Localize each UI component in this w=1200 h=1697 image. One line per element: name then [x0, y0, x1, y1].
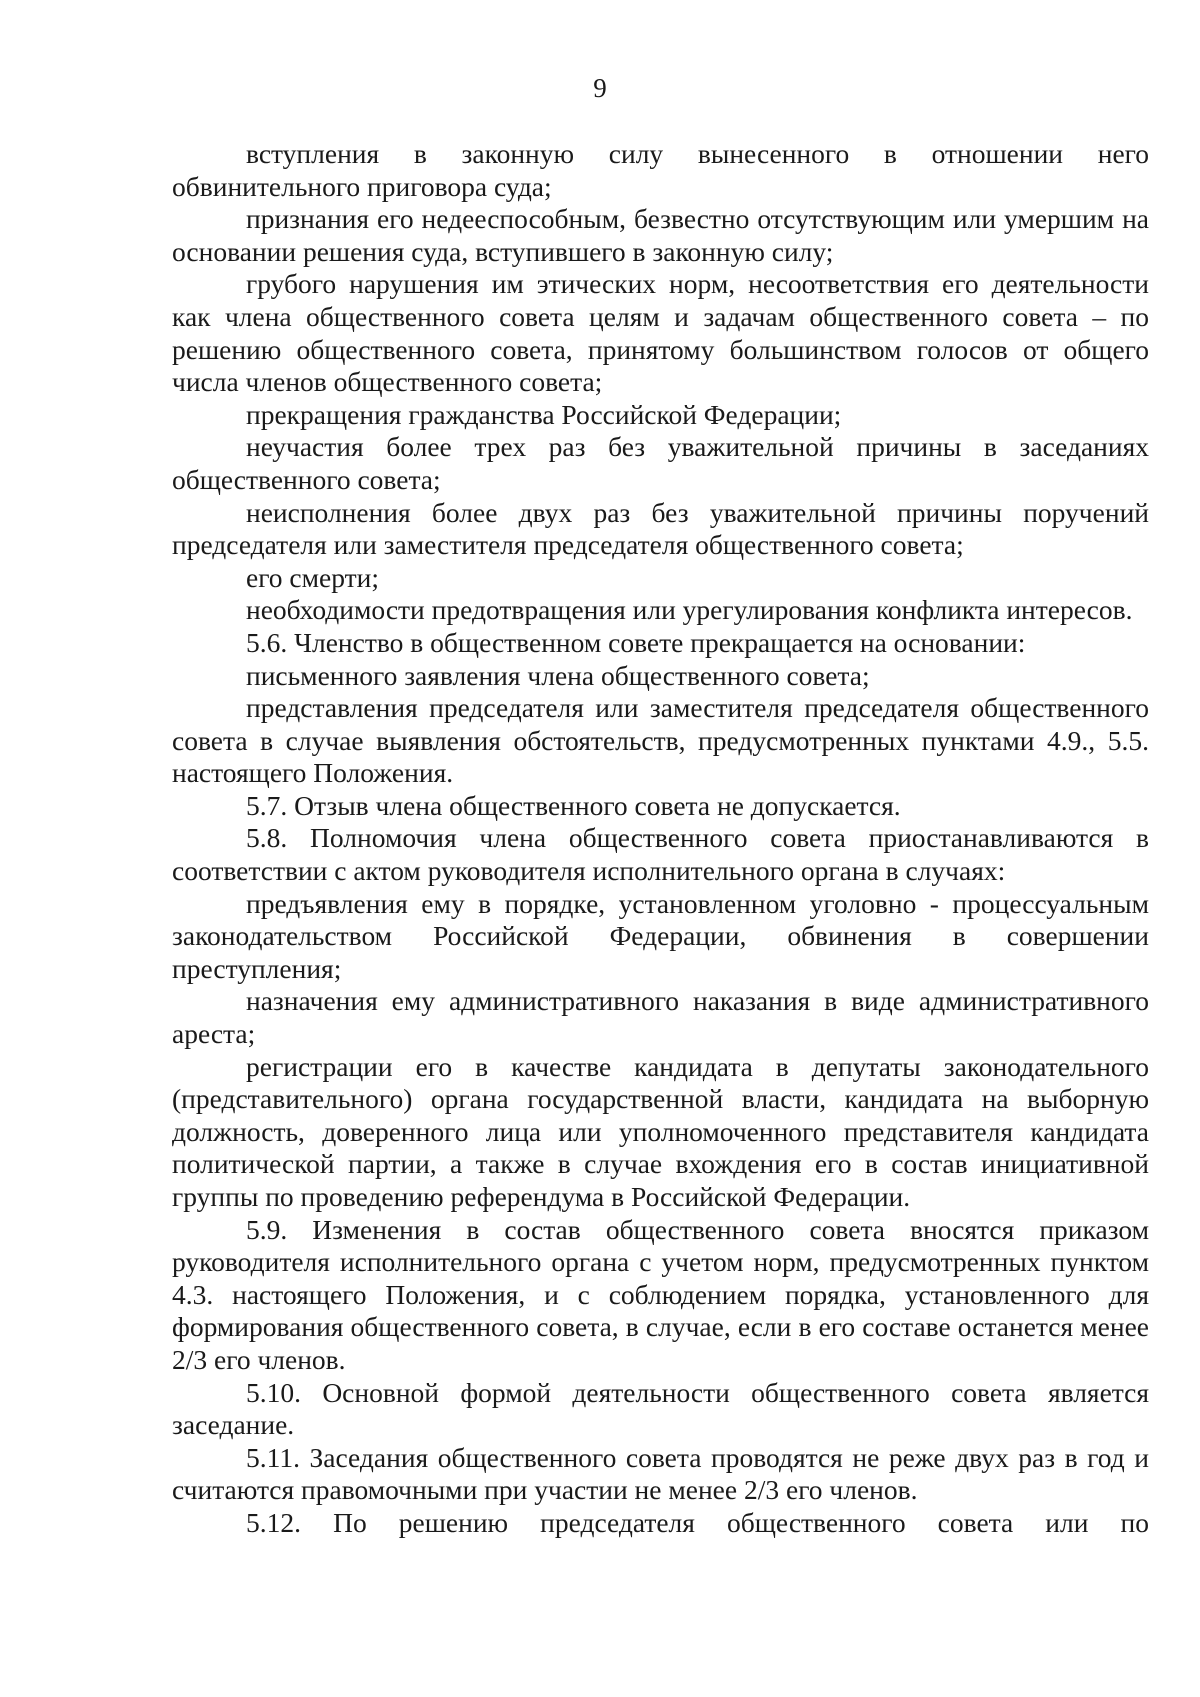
- paragraph: предъявления ему в порядке, установленном уголовно - процессуальным законодательством Российской Федерации, обвинения в совершении преступления;: [172, 887, 1149, 984]
- paragraph: 5.12. По решению председателя общественного совета или по: [246, 1506, 1149, 1538]
- paragraph: 5.11. Заседания общественного совета проводятся не реже двух раз в год и считаются правомочными при участии не менее 2/3 его членов.: [172, 1441, 1149, 1506]
- document-body: [172, 138, 1149, 1540]
- paragraph: необходимости предотвращения или урегулирования конфликта интересов.: [246, 594, 1133, 626]
- paragraph: грубого нарушения им этических норм, несоответствия его деятельности как члена общественного совета целям и задачам общественного совета – по решению общественного совета, принятому большинством голосов от общего числа членов общественного совета;: [172, 268, 1149, 398]
- paragraph: регистрации его в качестве кандидата в депутаты законодательного (представительного) органа государственной власти, кандидата на выборную должность, доверенного лица или уполномоченного представителя кандидата политической партии, а также в случае вхождения его в состав инициативной группы по проведению референдума в Российской Федерации.: [172, 1050, 1149, 1212]
- paragraph: 5.7. Отзыв члена общественного совета не допускается.: [246, 789, 901, 821]
- paragraph: неисполнения более двух раз без уважительной причины поручений председателя или заместителя председателя общественного совета;: [172, 496, 1149, 561]
- paragraph: 5.10. Основной формой деятельности общественного совета является заседание.: [172, 1376, 1149, 1441]
- paragraph: назначения ему административного наказания в виде административного ареста;: [172, 985, 1149, 1050]
- paragraph: 5.8. Полномочия члена общественного совета приостанавливаются в соответствии с актом руководителя исполнительного органа в случаях:: [172, 822, 1149, 887]
- paragraph: его смерти;: [246, 561, 380, 593]
- paragraph: неучастия более трех раз без уважительной причины в заседаниях общественного совета;: [172, 431, 1149, 495]
- paragraph: 5.9. Изменения в состав общественного совета вносятся приказом руководителя исполнительного органа с учетом норм, предусмотренных пунктом 4.3. настоящего Положения, и с соблюдением порядка, установленного для формирования общественного совета, в случае, если в его составе останется менее 2/3 его членов.: [172, 1213, 1149, 1375]
- paragraph: представления председателя или заместителя председателя общественного совета в случае выявления обстоятельств, предусмотренных пунктами 4.9., 5.5. настоящего Положения.: [172, 692, 1149, 789]
- paragraph: признания его недееспособным, безвестно отсутствующим или умершим на основании решения суда, вступившего в законную силу;: [172, 203, 1149, 267]
- page-number: 9: [593, 73, 607, 103]
- paragraph: вступления в законную силу вынесенного в отношении него обвинительного приговора суда;: [172, 138, 1149, 202]
- paragraph: 5.6. Членство в общественном совете прекращается на основании:: [246, 626, 1026, 658]
- paragraph: прекращения гражданства Российской Федерации;: [246, 398, 842, 430]
- paragraph: письменного заявления члена общественного совета;: [246, 659, 870, 691]
